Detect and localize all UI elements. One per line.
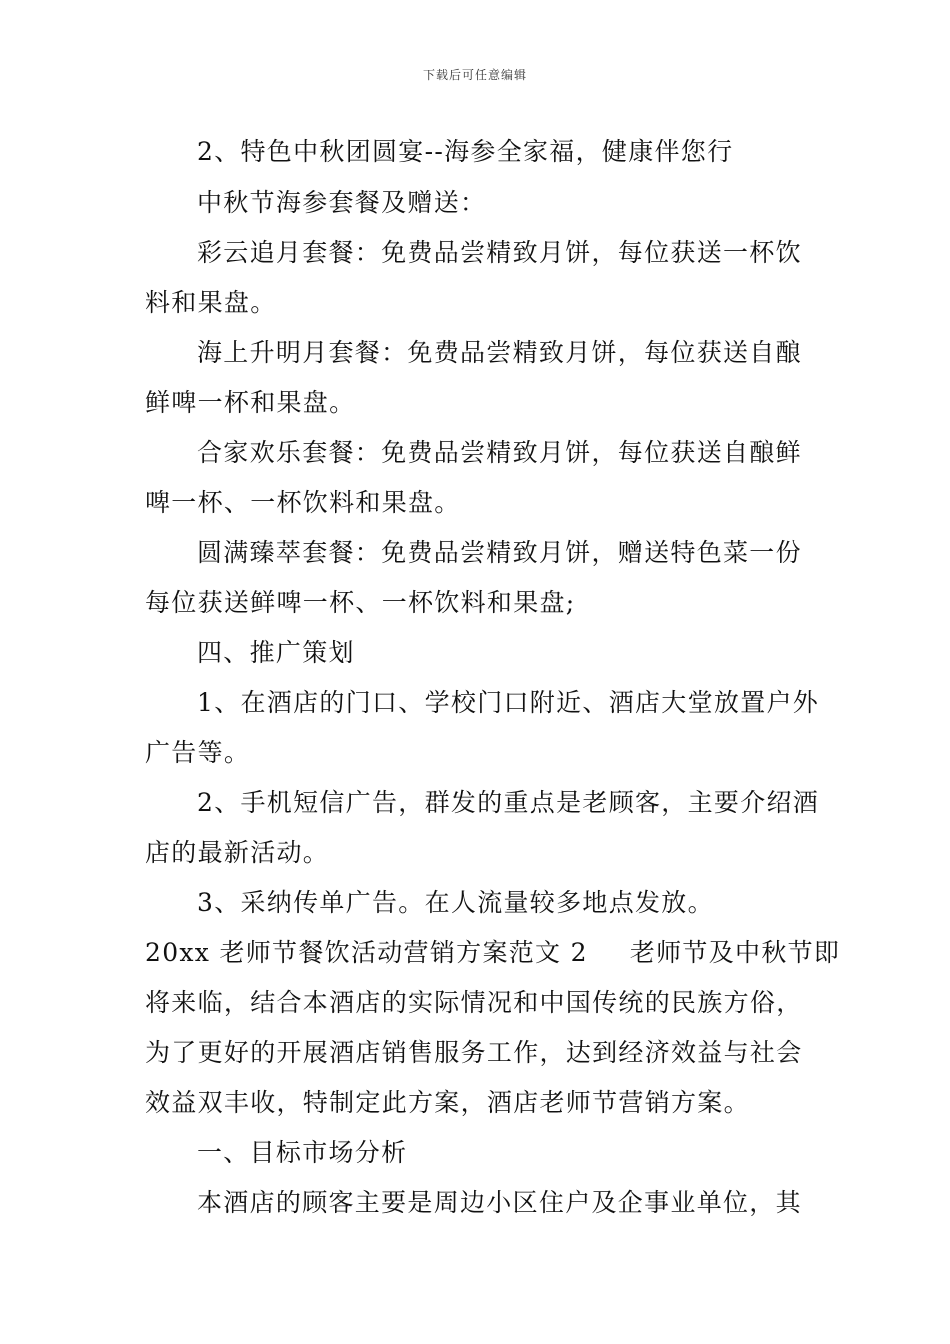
paragraph-line: 海上升明月套餐：免费品尝精致月饼，每位获送自酿 bbox=[197, 338, 802, 367]
paragraph-line bbox=[145, 933, 840, 969]
page-header: 下载后可任意编辑 bbox=[422, 68, 527, 82]
paragraph-line: 中秋节海参套餐及赠送： bbox=[197, 188, 487, 217]
paragraph-line: 每位获送鲜啤一杯、一杯饮料和果盘; bbox=[145, 588, 576, 617]
paragraph-line: 料和果盘。 bbox=[145, 288, 277, 317]
paragraph-line: 为了更好的开展酒店销售服务工作，达到经济效益与社会 bbox=[145, 1038, 803, 1067]
paragraph-line: 彩云追月套餐：免费品尝精致月饼，每位获送一杯饮 bbox=[197, 238, 802, 267]
paragraph-line: 2、特色中秋团圆宴--海参全家福，健康伴您行 bbox=[197, 137, 734, 166]
paragraph-line: 1、在酒店的门口、学校门口附近、酒店大堂放置户外 bbox=[197, 688, 820, 717]
section-heading: 四、推广策划 bbox=[197, 638, 355, 667]
paragraph-line: 将来临，结合本酒店的实际情况和中国传统的民族方俗， bbox=[145, 988, 803, 1017]
document-title: 20xx 老师节餐饮活动营销方案范文 2 bbox=[145, 938, 588, 967]
paragraph-line: 合家欢乐套餐：免费品尝精致月饼，每位获送自酿鲜 bbox=[197, 438, 802, 467]
paragraph-line: 店的最新活动。 bbox=[145, 838, 330, 867]
paragraph-line: 啤一杯、一杯饮料和果盘。 bbox=[145, 488, 461, 517]
section-heading: 一、目标市场分析 bbox=[197, 1138, 408, 1167]
paragraph-line: 广告等。 bbox=[145, 738, 251, 767]
paragraph-line: 圆满臻萃套餐：免费品尝精致月饼，赠送特色菜一份 bbox=[197, 538, 802, 567]
paragraph-line: 鲜啤一杯和果盘。 bbox=[145, 388, 356, 417]
paragraph-line: 2、手机短信广告，群发的重点是老顾客，主要介绍酒 bbox=[197, 788, 820, 817]
paragraph-line: 效益双丰收，特制定此方案，酒店老师节营销方案。 bbox=[145, 1088, 750, 1117]
paragraph-line: 3、采纳传单广告。在人流量较多地点发放。 bbox=[197, 888, 714, 917]
paragraph-line: 本酒店的顾客主要是周边小区住户及企事业单位，其 bbox=[197, 1188, 802, 1217]
paragraph-text: 老师节及中秋节即 bbox=[629, 938, 841, 967]
